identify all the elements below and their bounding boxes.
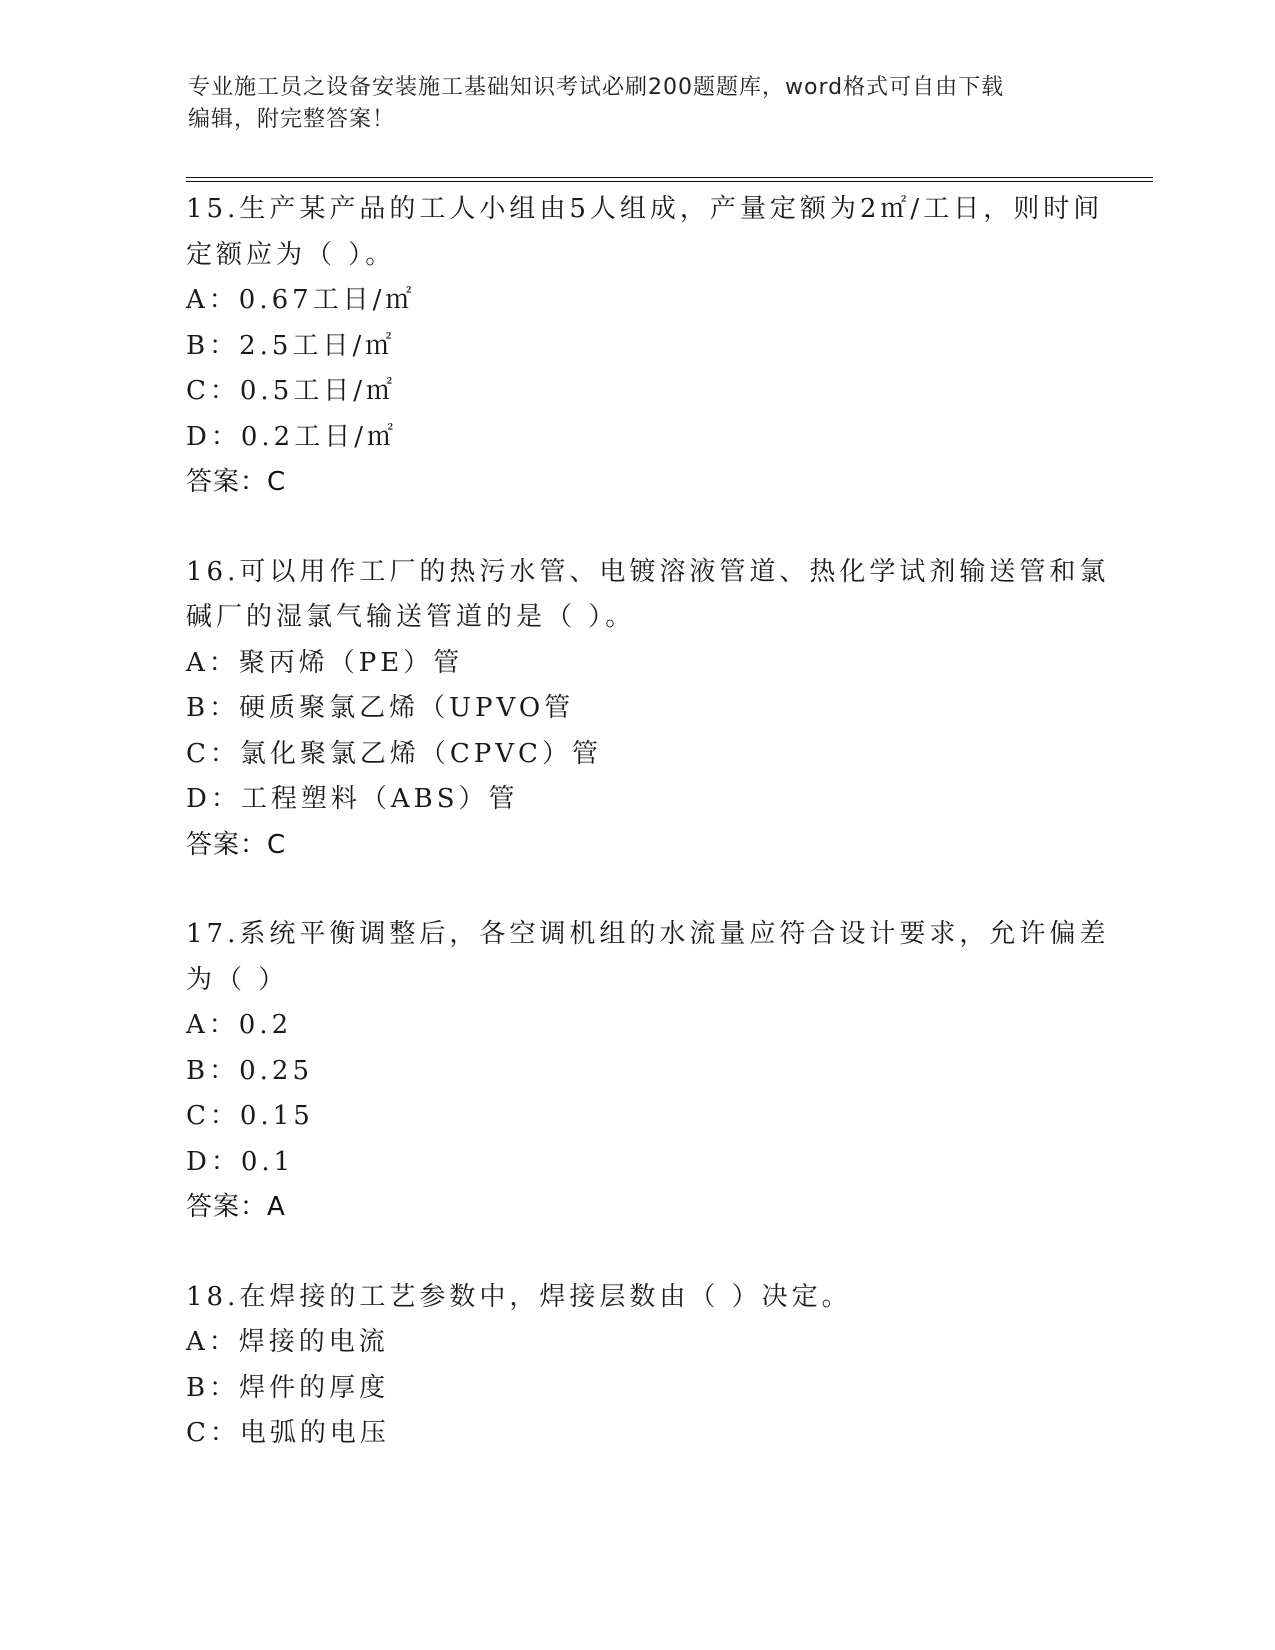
answer: 答案：C <box>186 829 287 860</box>
question-18 <box>186 1275 1086 1457</box>
question-16 <box>186 550 1110 869</box>
answer: 答案：C <box>186 467 287 497</box>
option-a: A：聚丙烯（PE）管 <box>186 647 464 678</box>
header-title-line-2: 编辑，附完整答案！ <box>188 107 396 132</box>
option-c: C：电弧的电压 <box>186 1418 390 1448</box>
question-stem <box>186 187 1104 278</box>
document-header <box>188 72 1068 136</box>
stem-line: 16.可以用作工厂的热污水管、电镀溶液管道、热化学试剂输送管和氯 <box>186 556 1110 587</box>
question-stem <box>186 1275 1086 1321</box>
option-b: B：硬质聚氯乙烯（UPVO管 <box>186 693 575 723</box>
header-title-line-1: 专业施工员之设备安装施工基础知识考试必刷200题题库，word格式可自由下载 <box>188 75 1005 100</box>
option-b: B：0.25 <box>186 1055 313 1086</box>
header-double-rule <box>186 177 1153 182</box>
question-stem <box>186 912 1110 1003</box>
option-d: D：工程塑料（ABS）管 <box>186 784 519 814</box>
stem-line: 17.系统平衡调整后，各空调机组的水流量应符合设计要求，允许偏差 <box>186 919 1110 949</box>
stem-line: 定额应为（ ）。 <box>186 239 396 270</box>
option-c: C：氯化聚氯乙烯（CPVC）管 <box>186 738 602 769</box>
question-17 <box>186 912 1110 1231</box>
option-b: B：2.5工日/㎡ <box>186 330 396 361</box>
stem-line: 为（ ） <box>186 964 289 995</box>
stem-line: 碱厂的湿氯气输送管道的是（ ）。 <box>186 602 636 632</box>
option-a: A：0.2 <box>186 1010 293 1040</box>
question-15 <box>186 187 1104 506</box>
stem-line: 18.在焊接的工艺参数中，焊接层数由（ ）决定。 <box>186 1281 852 1312</box>
answer: 答案：A <box>186 1192 286 1222</box>
option-a: A：0.67工日/㎡ <box>186 285 416 315</box>
stem-line: 15.生产某产品的工人小组由5人组成，产量定额为2㎡/工日，则时间 <box>186 194 1104 224</box>
option-a: A：焊接的电流 <box>186 1327 389 1357</box>
option-b: B：焊件的厚度 <box>186 1372 390 1403</box>
option-c: C：0.5工日/㎡ <box>186 376 397 406</box>
question-stem <box>186 550 1110 641</box>
question-list <box>186 187 1110 1501</box>
option-d: D：0.2工日/㎡ <box>186 421 397 452</box>
option-c: C：0.15 <box>186 1101 314 1131</box>
option-d: D：0.1 <box>186 1146 295 1177</box>
